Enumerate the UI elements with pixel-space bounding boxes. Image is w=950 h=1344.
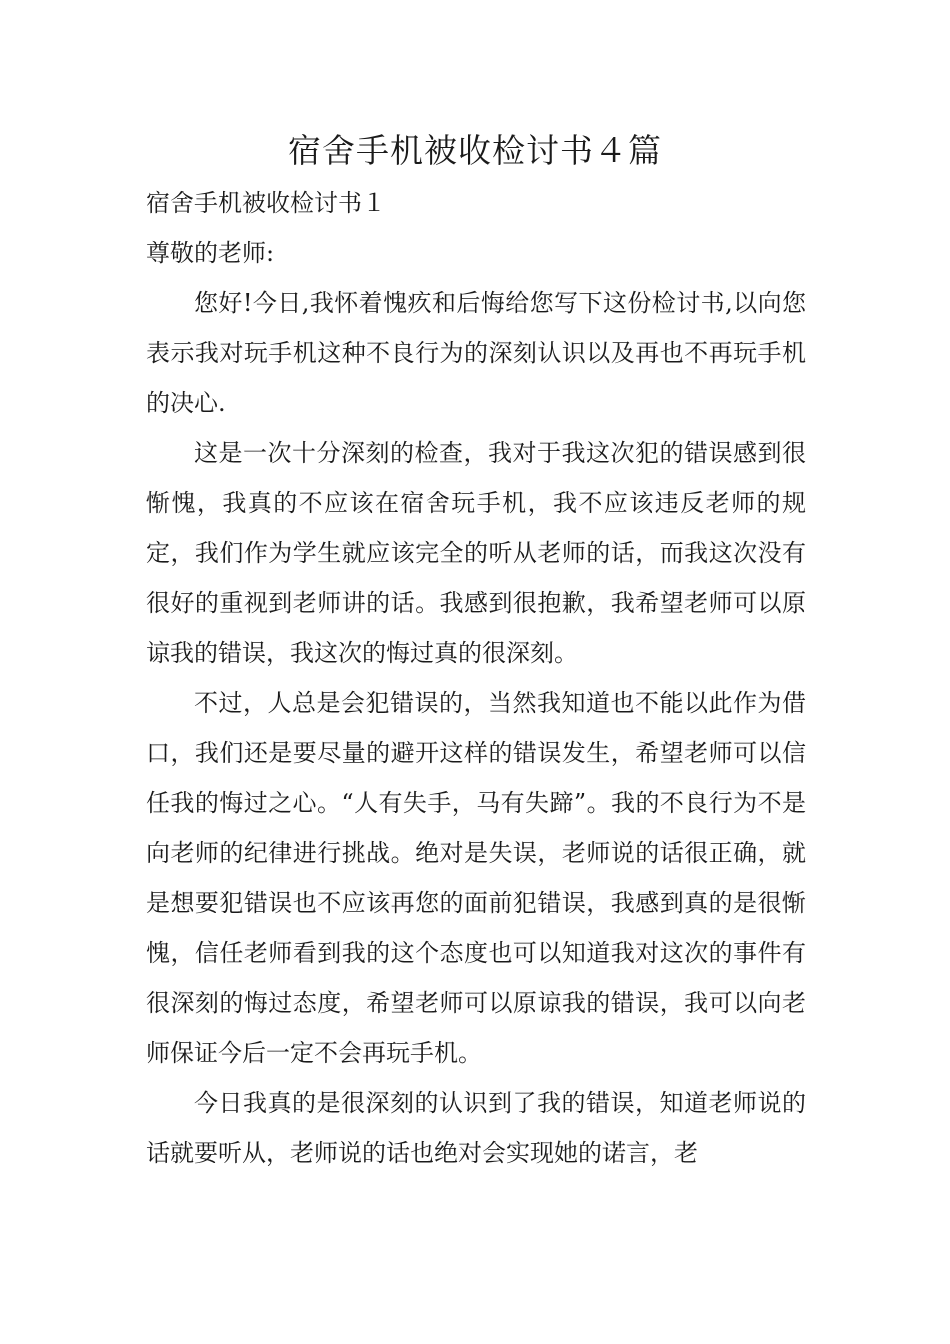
- salutation: 尊敬的老师:: [146, 239, 275, 267]
- paragraph: 今日我真的是很深刻的认识到了我的错误，知道老师说的话就要听从，老师说的话也绝对会实现她的诺言，老: [146, 1089, 806, 1167]
- section-heading: 宿舍手机被收检讨书１: [146, 189, 386, 217]
- document-title: 宿舍手机被收检讨书４篇: [288, 131, 662, 170]
- document-body: [146, 178, 806, 1178]
- paragraph: 您好!今日,我怀着愧疚和后悔给您写下这份检讨书,以向您表示我对玩手机这种不良行为的深刻认识以及再也不再玩手机的决心.: [146, 289, 806, 417]
- paragraph: 不过，人总是会犯错误的，当然我知道也不能以此作为借口，我们还是要尽量的避开这样的错误发生，希望老师可以信任我的悔过之心。“人有失手，马有失蹄”。我的不良行为不是向老师的纪律进行挑战。绝对是失误，老师说的话很正确，就是想要犯错误也不应该再您的面前犯错误，我感到真的是很惭愧，信任老师看到我的这个态度也可以知道我对这次的事件有很深刻的悔过态度，希望老师可以原谅我的错误，我可以向老师保证今后一定不会再玩手机。: [146, 689, 806, 1067]
- paragraph: 这是一次十分深刻的检查，我对于我这次犯的错误感到很惭愧，我真的不应该在宿舍玩手机，我不应该违反老师的规定，我们作为学生就应该完全的听从老师的话，而我这次没有很好的重视到老师讲的话。我感到很抱歉，我希望老师可以原谅我的错误，我这次的悔过真的很深刻。: [146, 439, 806, 667]
